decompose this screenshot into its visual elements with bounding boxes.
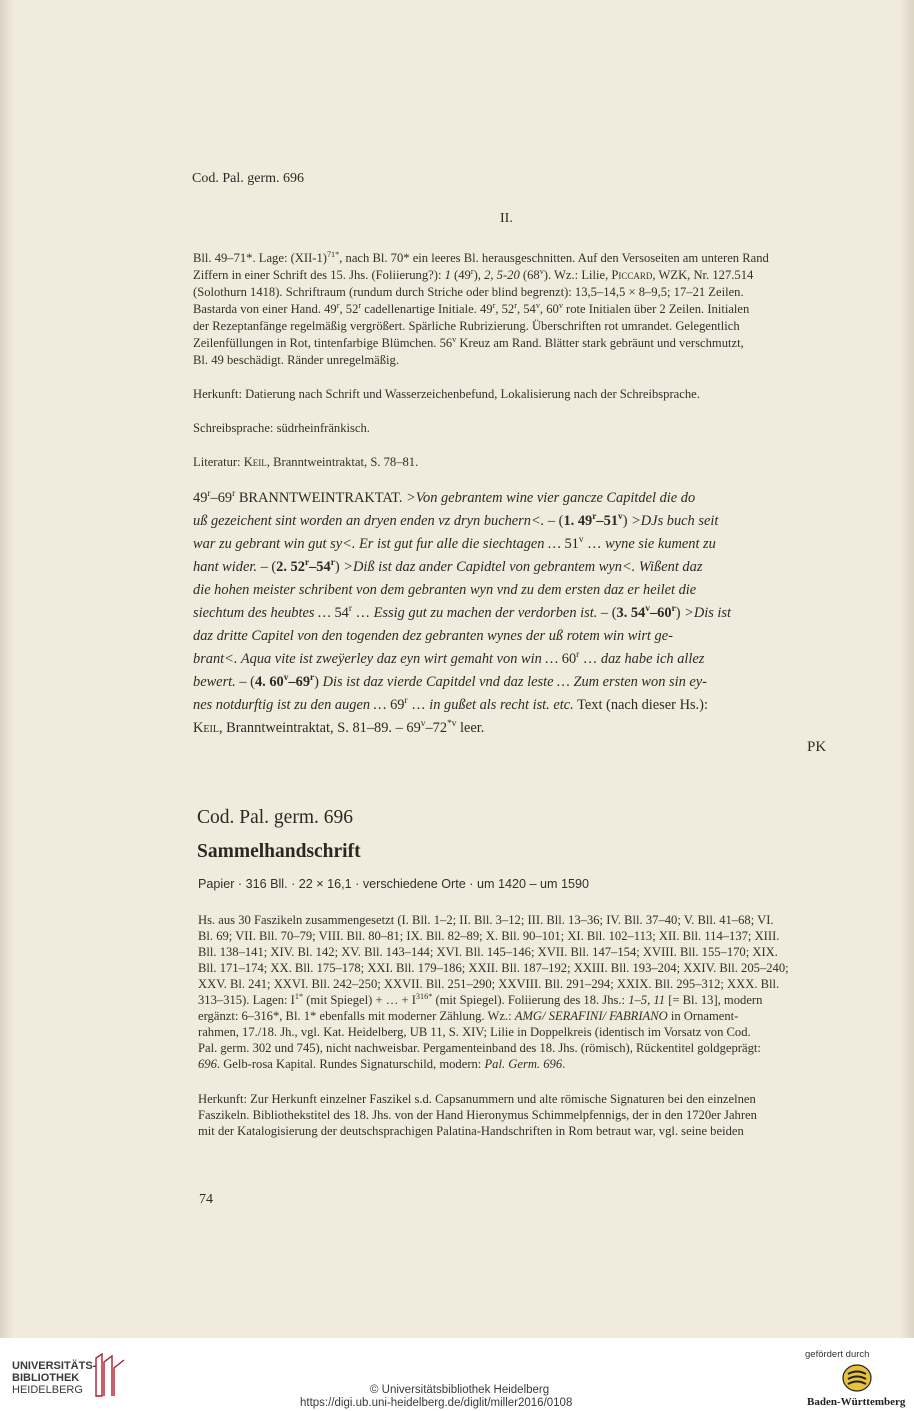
description-line: Bastarda von einer Hand. 49$^r$, 52$^r$ cadellenartige Initiale. 49$^r$, 52$^r$, 54$^v$, 60$^v$ rote Initialen über 2 Zeilen. Initialen bbox=[193, 300, 750, 316]
main-text-line: nes notdurftig ist zu den augen … 69$^r$ … in gußet als recht ist. etc. Text (nach dieser Hs.): bbox=[193, 696, 708, 713]
main-text-line: daz dritte Capitel von den togenden dez gebranten wynes der uß rotem win wirt ge- bbox=[193, 628, 673, 644]
main-text-line: 49$^r$–69$^r$ BRANNTWEINTRAKTAT. >Von gebrantem wine vier gancze Capitdel die do bbox=[193, 489, 696, 506]
codex-subtitle: Sammelhandschrift bbox=[197, 841, 361, 862]
copyright-text: © Universitätsbibliothek Heidelberg bbox=[370, 1384, 550, 1396]
codex-line: 313–315). Lagen: $I^{1*}$ (mit Spiegel) + … + $I^{316*}$ (mit Spiegel). Foliierung des 18. Jhs.: 1–5, 11 [= Bl. 13], modern bbox=[198, 991, 763, 1007]
codex-herkunft-line: Faszikeln. Bibliothekstitel des 18. Jhs. von der Hand Hieronymus Schimmelpfennigs, der in den 1720er Jahren bbox=[198, 1108, 757, 1122]
description-line: Bll. 49–71*. Lage: $(XII-1)^{71*}$, nach Bl. 70* ein leeres Bl. herausgeschnitten. Auf den Versoseiten am unteren Rand bbox=[193, 249, 769, 265]
main-text-line: siechtum des heubtes … 54$^r$ … Essig gut zu machen der verdorben ist. – (3. $54^v-60^r) >Dis$ ist bbox=[193, 604, 732, 621]
description-line: Ziffern in einer Schrift des 15. Jhs. (Foliierung?): 1 (49$^r$), 2, 5-20 (68$^v$). Wz.: Lilie, Piccard, WZK, Nr. 127.514 bbox=[193, 266, 754, 282]
codex-line: Bll. 138–141; XIV. Bl. 142; XV. Bll. 143–144; XVI. Bll. 145–146; XVII. Bll. 147–154; XVIII. Bll. 155–170; XIX. bbox=[198, 945, 778, 959]
permalink[interactable]: https://digi.ub.uni-heidelberg.de/diglit/miller2016/0108 bbox=[300, 1397, 573, 1409]
literatur-line: Literatur: Keil, Branntweintraktat, S. 78–81. bbox=[193, 455, 419, 469]
coat-of-arms-icon bbox=[840, 1363, 874, 1393]
codex-line: Hs. aus 30 Faszikeln zusammengesetzt (I. Bll. 1–2; II. Bll. 3–12; III. Bll. 13–36; IV. Bll. 37–40; V. Bll. 41–68; VI. bbox=[198, 913, 774, 927]
main-text-line: bewert. – (4. 60$^v$–69$^r$) Dis ist daz vierde Capitdel vnd daz leste … Zum ersten won sin ey- bbox=[193, 673, 707, 690]
funder-name: Baden-Württemberg bbox=[807, 1396, 906, 1408]
library-logo-icon[interactable] bbox=[92, 1352, 126, 1398]
codex-herkunft-line: mit der Katalogisierung der deutschsprachigen Palatina-Handschriften in Rom betraut war, vgl. seine beiden bbox=[198, 1124, 744, 1138]
main-text-line: hant wider. – (2. $52^r-54^r$) >Diß ist daz ander Capidtel von gebrantem wyn<. Wißent daz bbox=[193, 558, 703, 575]
codex-line: Pal. germ. 302 und 745), nicht nachweisbar. Pergamenteinband des 18. Jhs. (römisch), Rückentitel goldgeprägt: bbox=[198, 1041, 761, 1055]
description-line: Zeilenfüllungen in Rot, tintenfarbige Blümchen. 56$^v$ Kreuz am Rand. Blätter stark gebräunt und verschmutzt, bbox=[193, 334, 744, 350]
page-edge-shadow-left bbox=[0, 0, 14, 1338]
author-initials: PK bbox=[807, 739, 827, 755]
section-number: II. bbox=[500, 211, 513, 226]
main-text-line: Keil, Branntweintraktat, S. 81–89. – 69$^v$–72$^{*v}$ leer. bbox=[193, 719, 485, 736]
codex-summary: Papier · 316 Bll. · 22 × 16,1 · verschiedene Orte · um 1420 – um 1590 bbox=[198, 877, 589, 891]
main-text-line: brant<. Aqua vite ist zweÿerley daz eyn wirt gemaht von win … 60$^r$ … daz habe ich allez bbox=[193, 650, 705, 667]
codex-line: XXV. Bl. 241; XXVI. Bll. 242–250; XXVII. Bll. 251–290; XXVIII. Bll. 291–294; XXIX. Bll. 295–312; XXX. Bll. bbox=[198, 977, 780, 991]
codex-line: Bll. 171–174; XX. Bll. 175–178; XXI. Bll. 179–186; XXII. Bll. 187–192; XXIII. Bll. 193–204; XXIV. Bll. 205–240; bbox=[198, 961, 789, 975]
codex-title: Cod. Pal. germ. 696 bbox=[197, 807, 353, 828]
main-text-line: die hohen meister schribent von dem gebranten wyn vnd zu dem ersten daz er heilet die bbox=[193, 582, 697, 598]
codex-herkunft-line: Herkunft: Zur Herkunft einzelner Faszikel s.d. Capsanummern und alte römische Signaturen bei den einzelnen bbox=[198, 1092, 756, 1106]
codex-line: ergänzt: 6–316*, Bl. 1* ebenfalls mit moderner Zählung. Wz.: AMG/ SERAFINI/ FABRIANO in Ornament- bbox=[198, 1009, 739, 1023]
herkunft-line: Herkunft: Datierung nach Schrift und Wasserzeichenbefund, Lokalisierung nach der Schreibsprache. bbox=[193, 387, 700, 401]
codex-line: 696. Gelb-rosa Kapital. Rundes Signaturschild, modern: Pal. Germ. 696. bbox=[198, 1057, 566, 1071]
main-text-line: war zu gebrant win gut sy<. Er ist gut fur alle die siechtagen … 51$^v$ … wyne sie kument zu bbox=[193, 535, 716, 552]
schreibsprache-line: Schreibsprache: südrheinfränkisch. bbox=[193, 421, 370, 435]
page-number: 74 bbox=[199, 1192, 213, 1207]
description-line: (Solothurn 1418). Schriftraum (rundum durch Striche oder blind begrenzt): 13,5–14,5 × 8–9,5; 17–21 Zeilen. bbox=[193, 285, 744, 299]
main-text-line: uß gezeichent sint worden an dryen enden vz dryn buchern<. – (1. $49^r-51^v) >DJs$ buch seit bbox=[193, 512, 719, 529]
funded-by-label: gefördert durch bbox=[805, 1349, 870, 1360]
running-head: Cod. Pal. germ. 696 bbox=[192, 171, 304, 186]
page-edge-shadow-right bbox=[900, 0, 914, 1338]
codex-line: rahmen, 17./18. Jh., vgl. Kat. Heidelberg, UB 11, S. XIV; Lilie in Doppelkreis (identisch im Vorsatz von Cod. bbox=[198, 1025, 751, 1039]
description-line: Bl. 49 beschädigt. Ränder unregelmäßig. bbox=[193, 353, 399, 367]
library-logo-text[interactable]: UNIVERSITÄTS- BIBLIOTHEK HEIDELBERG bbox=[12, 1360, 97, 1396]
codex-line: Bl. 69; VII. Bll. 70–79; VIII. Bll. 80–81; IX. Bll. 82–89; X. Bll. 90–101; XI. Bll. 102–113; XII. Bll. 114–137; XIII. bbox=[198, 929, 780, 943]
description-line: der Rezeptanfänge regelmäßig vergrößert. Spärliche Rubrizierung. Überschriften rot umrandet. Gelegentlich bbox=[193, 319, 740, 333]
